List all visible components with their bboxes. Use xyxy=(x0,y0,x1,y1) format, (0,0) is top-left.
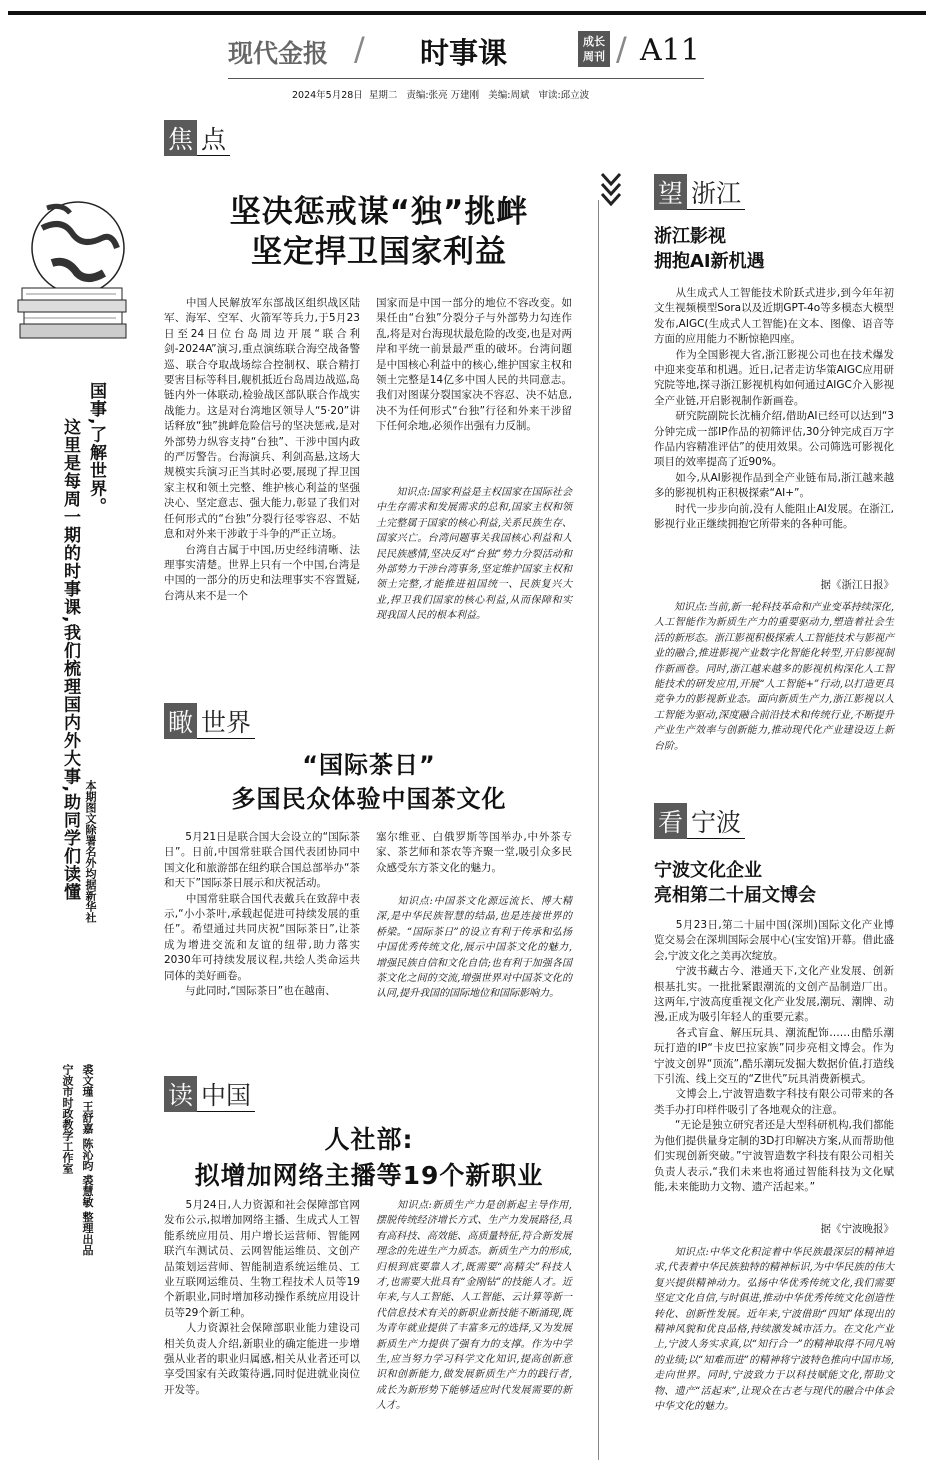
zhejiang-note: 知识点:当前,新一轮科技革命和产业变革持续深化,人工智能作为新质生产力的重要驱动力,塑造着社会生活的新形态。浙江影视积极探索人工智能技术与影视产业的融合,推进影视产业数字化智能化转型,开启影视制作新画卷。同时,浙江越来越多的影视机构深化人工智能技术的研发应用,开展“人工智能+”行动,以打造更具竞争力的影视新业态。面向新质生产力,浙江影视以人工智能为驱动,深度融合前沿技术和传统行业,不断提升产业生产效率与创新能力,推动现代化产业建设迈上新台阶。 xyxy=(654,602,894,752)
masthead-slash-2: / xyxy=(616,30,627,68)
sidebar-intro-col1: 这里是每周一期的时事课,我们梳理国内外大事,助同学们读懂 xyxy=(60,418,80,901)
paper-name: 现代金报 xyxy=(228,39,329,68)
zhejiang-headline xyxy=(654,224,765,274)
ningbo-tag-b: 宁波 xyxy=(687,803,745,839)
column-divider xyxy=(598,200,599,1460)
focus-col2: 国家而是中国一部分的地位不容改变。如果任由“台独”分裂分子与外部势力勾连作乱,将是对台海现状最危险的改变,也是对两岸和平统一前景最严重的破坏。台湾问题是中国核心利益中的核心,维护国家主权和领土完整是14亿多中国人民的共同意志。我们对图谋分裂国家决不容忍、决不姑息,决不为任何形式“台独”行径和外来干涉留下任何余地,必须作出强有力反制。 xyxy=(376,297,572,433)
world-title-line1: “国际茶日” xyxy=(302,751,436,779)
world-note: 知识点:中国茶文化源远流长、博大精深,是中华民族智慧的结晶,也是连接世界的桥梁。“国际茶日”的设立有利于传承和弘扬中国优秀传统文化,展示中国茶文化的魅力,增强民族自信和文化自信;也有利于加强各国茶文化之间的交流,增强世界对中国茶文化的认同,提升我国的国际地位和国际影响力。 xyxy=(376,896,572,1000)
world-title-line2: 多国民众体验中国茶文化 xyxy=(231,785,507,813)
ningbo-body: 5月23日,第二十届中国(深圳)国际文化产业博览交易会在深圳国际会展中心(宝安馆)开幕。借此盛会,宁波文化之美再次绽放。 宁波书藏古今、港通天下,文化产业发展、创新根基扎实。一批批紧跟潮流的文创产品制造厂出。这两年,宁波高度重视文化产业发展,潮玩、潮牌、动漫,正成为吸引年轻人的重要元素。 各式盲盒、解压玩具、潮流配饰……由酷乐潮玩打造的IP“卡皮巴拉家族”同步亮相文博会。作为宁波文创界“顶流”,酷乐潮玩发掘大数据价值,打造线下引流、线上交互的“Z世代”玩具消费新模式。 文博会上,宁波智造数字科技有限公司带来的各类手办打印样件吸引了各地观众的注意。 “无论是独立研究者还是大型科研机构,我们都能为他们提供量身定制的3D打印解决方案,从而帮助他们实现创新突破。”宁波智造数字科技有限公司相关负责人表示,“我们未来也将通过智能科技为文化赋能,未来能助力文物、遗产活起来。” xyxy=(654,919,894,1193)
masthead-underline xyxy=(228,78,704,79)
chevron-down-icon xyxy=(600,172,622,212)
masthead-slash-1: / xyxy=(354,30,365,68)
section-tag-focus xyxy=(164,120,230,156)
sidebar-credit-names: 裘文瑾 王舒嘉 陈沁昀 裘慧敏 整理出品 xyxy=(81,1064,94,1256)
world-col1: 5月21日是联合国大会设立的“国际茶日”。日前,中国常驻联合国代表团协同中国文化和旅游部在纽约联合国总部举办“茶和天下”国际茶日展示和庆祝活动。 中国常驻联合国代表戴兵在致辞中表示,“小小茶叶,承载起促进可持续发展的重任”。希望通过共同庆祝“国际茶日”,让茶成为增进交流和友谊的纽带,助力落实2030年可持续发展议程,共绘人类命运共同体的美好画卷。 与此同时,“国际茶日”也在越南、 xyxy=(164,831,360,998)
ningbo-title-line2: 亮相第二十届文博会 xyxy=(654,885,816,906)
world-headline xyxy=(164,748,574,816)
focus-note: 知识点:国家利益是主权国家在国际社会中生存需求和发展需求的总和,国家主权和领土完整属于国家的核心利益,关系民族生存、国家兴亡。台湾问题事关我国核心利益和人民民族感情,坚决反对“台独”势力分裂活动和外部势力干涉台湾事务,坚定维护国家主权和领土完整,才能推进祖国统一、民族复兴大业,捍卫我们国家的核心利益,从而保障和实现我国人民的根本利益。 xyxy=(376,487,572,622)
ningbo-source: 据《宁波晚报》 xyxy=(820,1223,894,1235)
china-tag-a: 读 xyxy=(164,1076,197,1112)
ningbo-tag-a: 看 xyxy=(654,803,687,839)
page-number: A11 xyxy=(640,33,700,68)
sidebar-credit-org: 宁波市时政教学工作室 xyxy=(61,1064,74,1174)
zhejiang-title-line2: 拥抱AI新机遇 xyxy=(654,251,765,272)
world-tag-a: 瞰 xyxy=(164,703,197,739)
top-rule xyxy=(8,11,926,15)
sidebar-credit-note: 本期图文除署名外均据新华社 xyxy=(84,780,97,923)
china-headline xyxy=(164,1122,574,1194)
china-title-line2: 拟增加网络主播等19个新职业 xyxy=(194,1161,544,1190)
world-col2: 塞尔维亚、白俄罗斯等国举办,中外茶专家、茶艺师和茶农等齐聚一堂,吸引众多民众感受东方茶文化的魅力。 xyxy=(376,831,572,874)
china-title-line1: 人社部: xyxy=(324,1125,414,1154)
china-col1: 5月24日,人力资源和社会保障部官网发布公示,拟增加网络主播、生成式人工智能系统应用员、用户增长运营师、智能网联汽车测试员、云网智能运维员、文创产品策划运营师、智能制造系统运维员、工业互联网运维员、生物工程技术人员等19个新职业,同时增加移动操作系统应用设计员等29个新工种。 人力资源社会保障部职业能力建设司相关负责人介绍,新职业的确定能进一步增强从业者的职业归属感,相关从业者还可以享受国家有关政策待遇,同时促进就业岗位开发等。 xyxy=(164,1199,360,1396)
section-tag-zhejiang xyxy=(654,174,745,210)
sidebar-intro-col2: 国事,了解世界。 xyxy=(86,382,106,516)
zhejiang-tag-b: 浙江 xyxy=(687,174,745,210)
zhejiang-source: 据《浙江日报》 xyxy=(820,579,894,591)
focus-tag-a: 焦 xyxy=(164,120,197,156)
weekly-badge xyxy=(578,31,610,67)
ningbo-note: 知识点:中华文化积淀着中华民族最深层的精神追求,代表着中华民族独特的精神标识,为中华民族的伟大复兴提供精神动力。弘扬中华优秀传统文化,我们需要坚定文化自信,与时俱进,推动中华优秀传统文化创造性转化、创新性发展。近年来,宁波借助“四知”体现出的精神风貌和优良品格,持续激发城市活力。在文化产业上,宁波人务实求真,以“知行合一”的精神取得不同凡响的业绩;以“知难而进”的精神将宁波特色推向中国市场,走向世界。同时,宁波致力于以科技赋能文化,帮助文物、遗产“活起来”,让现众在古老与现代的融合中体会中华文化的魅力。 xyxy=(654,1247,894,1413)
dateline: 2024年5月28日 星期二 责编:张亮 万建刚 美编:周斌 审读:邱立波 xyxy=(292,90,590,101)
focus-headline xyxy=(164,192,594,272)
ningbo-headline xyxy=(654,858,816,908)
section-tag-china xyxy=(164,1076,255,1112)
section-tag-ningbo xyxy=(654,803,745,839)
zhejiang-tag-a: 望 xyxy=(654,174,687,210)
badge-line-2: 周刊 xyxy=(583,50,605,63)
zhejiang-body: 从生成式人工智能技术阶跃式进步,到今年年初文生视频模型Sora以及近期GPT-4o等多模态大模型发布,AIGC(生成式人工智能)在文本、图像、语音等方面的应用能力不断惊艳四座。 作为全国影视大省,浙江影视公司也在技术爆发中迎来变革和机遇。近日,记者走访华策AIGC应用研究院等地,探寻浙江影视机构如何通过AIGC介入影视全产业链,开启影视制作新画卷。 研究院副院长沈楠介绍,借助AI已经可以达到“3分钟完成一部IP作品的初筛评估,30分钟完成百万字作品内容精准评估”的使用效果。公司筛选可影视化项目的效率提高了近90%。 如今,从AI影视作品到全产业链布局,浙江越来越多的影视机构正积极探索“AI+”。 时代一步步向前,没有人能阻止AI发展。在浙江,影视行业正继续拥抱它所带来的各种可能。 xyxy=(654,287,894,531)
ningbo-title-line1: 宁波文化企业 xyxy=(654,860,762,881)
focus-title-line2: 坚定捍卫国家利益 xyxy=(251,234,507,270)
world-tag-b: 世界 xyxy=(197,703,255,739)
focus-title-line1: 坚决惩戒谋“独”挑衅 xyxy=(229,194,529,230)
section-tag-world xyxy=(164,703,255,739)
focus-tag-b: 点 xyxy=(197,120,230,156)
china-note: 知识点:新质生产力是创新起主导作用,摆脱传统经济增长方式、生产力发展路径,具有高科技、高效能、高质量特征,符合新发展理念的先进生产力质态。新质生产力的形成,归根到底要靠人才,既需要“高精尖”科技人才,也需要大批具有“金刚钻”的技能人才。近年来,与人工智能、人工智能、云计算等新一代信息技术有关的新职业新技能不断涌现,既为青年就业提供了丰富多元的选择,又为发展新质生产力提供了强有力的支撑。作为中学生,应当努力学习科学文化知识,提高创新意识和创新能力,做发展新质生产力的践行者,成长为新形势下能够适应时代发展需要的新人才。 xyxy=(376,1200,572,1412)
zhejiang-title-line1: 浙江影视 xyxy=(654,226,726,247)
china-tag-b: 中国 xyxy=(197,1076,255,1112)
section-name: 时事课 xyxy=(420,36,508,70)
globe-books-illustration xyxy=(12,188,134,348)
badge-line-1: 成长 xyxy=(583,35,605,48)
focus-col1: 中国人民解放军东部战区组织战区陆军、海军、空军、火箭军等兵力,于5月23日至24日位台岛周边开展“联合利剑-2024A”演习,重点演练联合海空战备警巡、联合夺取战场综合控制权、联合精打要害目标等科目,舰机抵近台岛周边战巡,岛链内外一体联动,检验战区部队联合作战实战能力。这是对台湾地区领导人“5·20”讲话释放“独”挑衅危险信号的坚决惩戒,是对外部势力纵容支持“台独”、干涉中国内政的严厉警告。台海演兵、利剑高悬,这场大规模实兵演习正当其时必要,展现了捍卫国家主权和领土完整、维护核心利益的坚强决心、坚定意志、强大能力,彰显了我们对任何形式的“台独”分裂行径零容忍、不姑息和对外来干涉敢于斗争的严正立场。 台湾自古属于中国,历史经纬清晰、法理事实清楚。世界上只有一个中国,台湾是中国的一部分的历史和法理事实不容置疑,台湾从来不是一个 xyxy=(164,297,360,602)
